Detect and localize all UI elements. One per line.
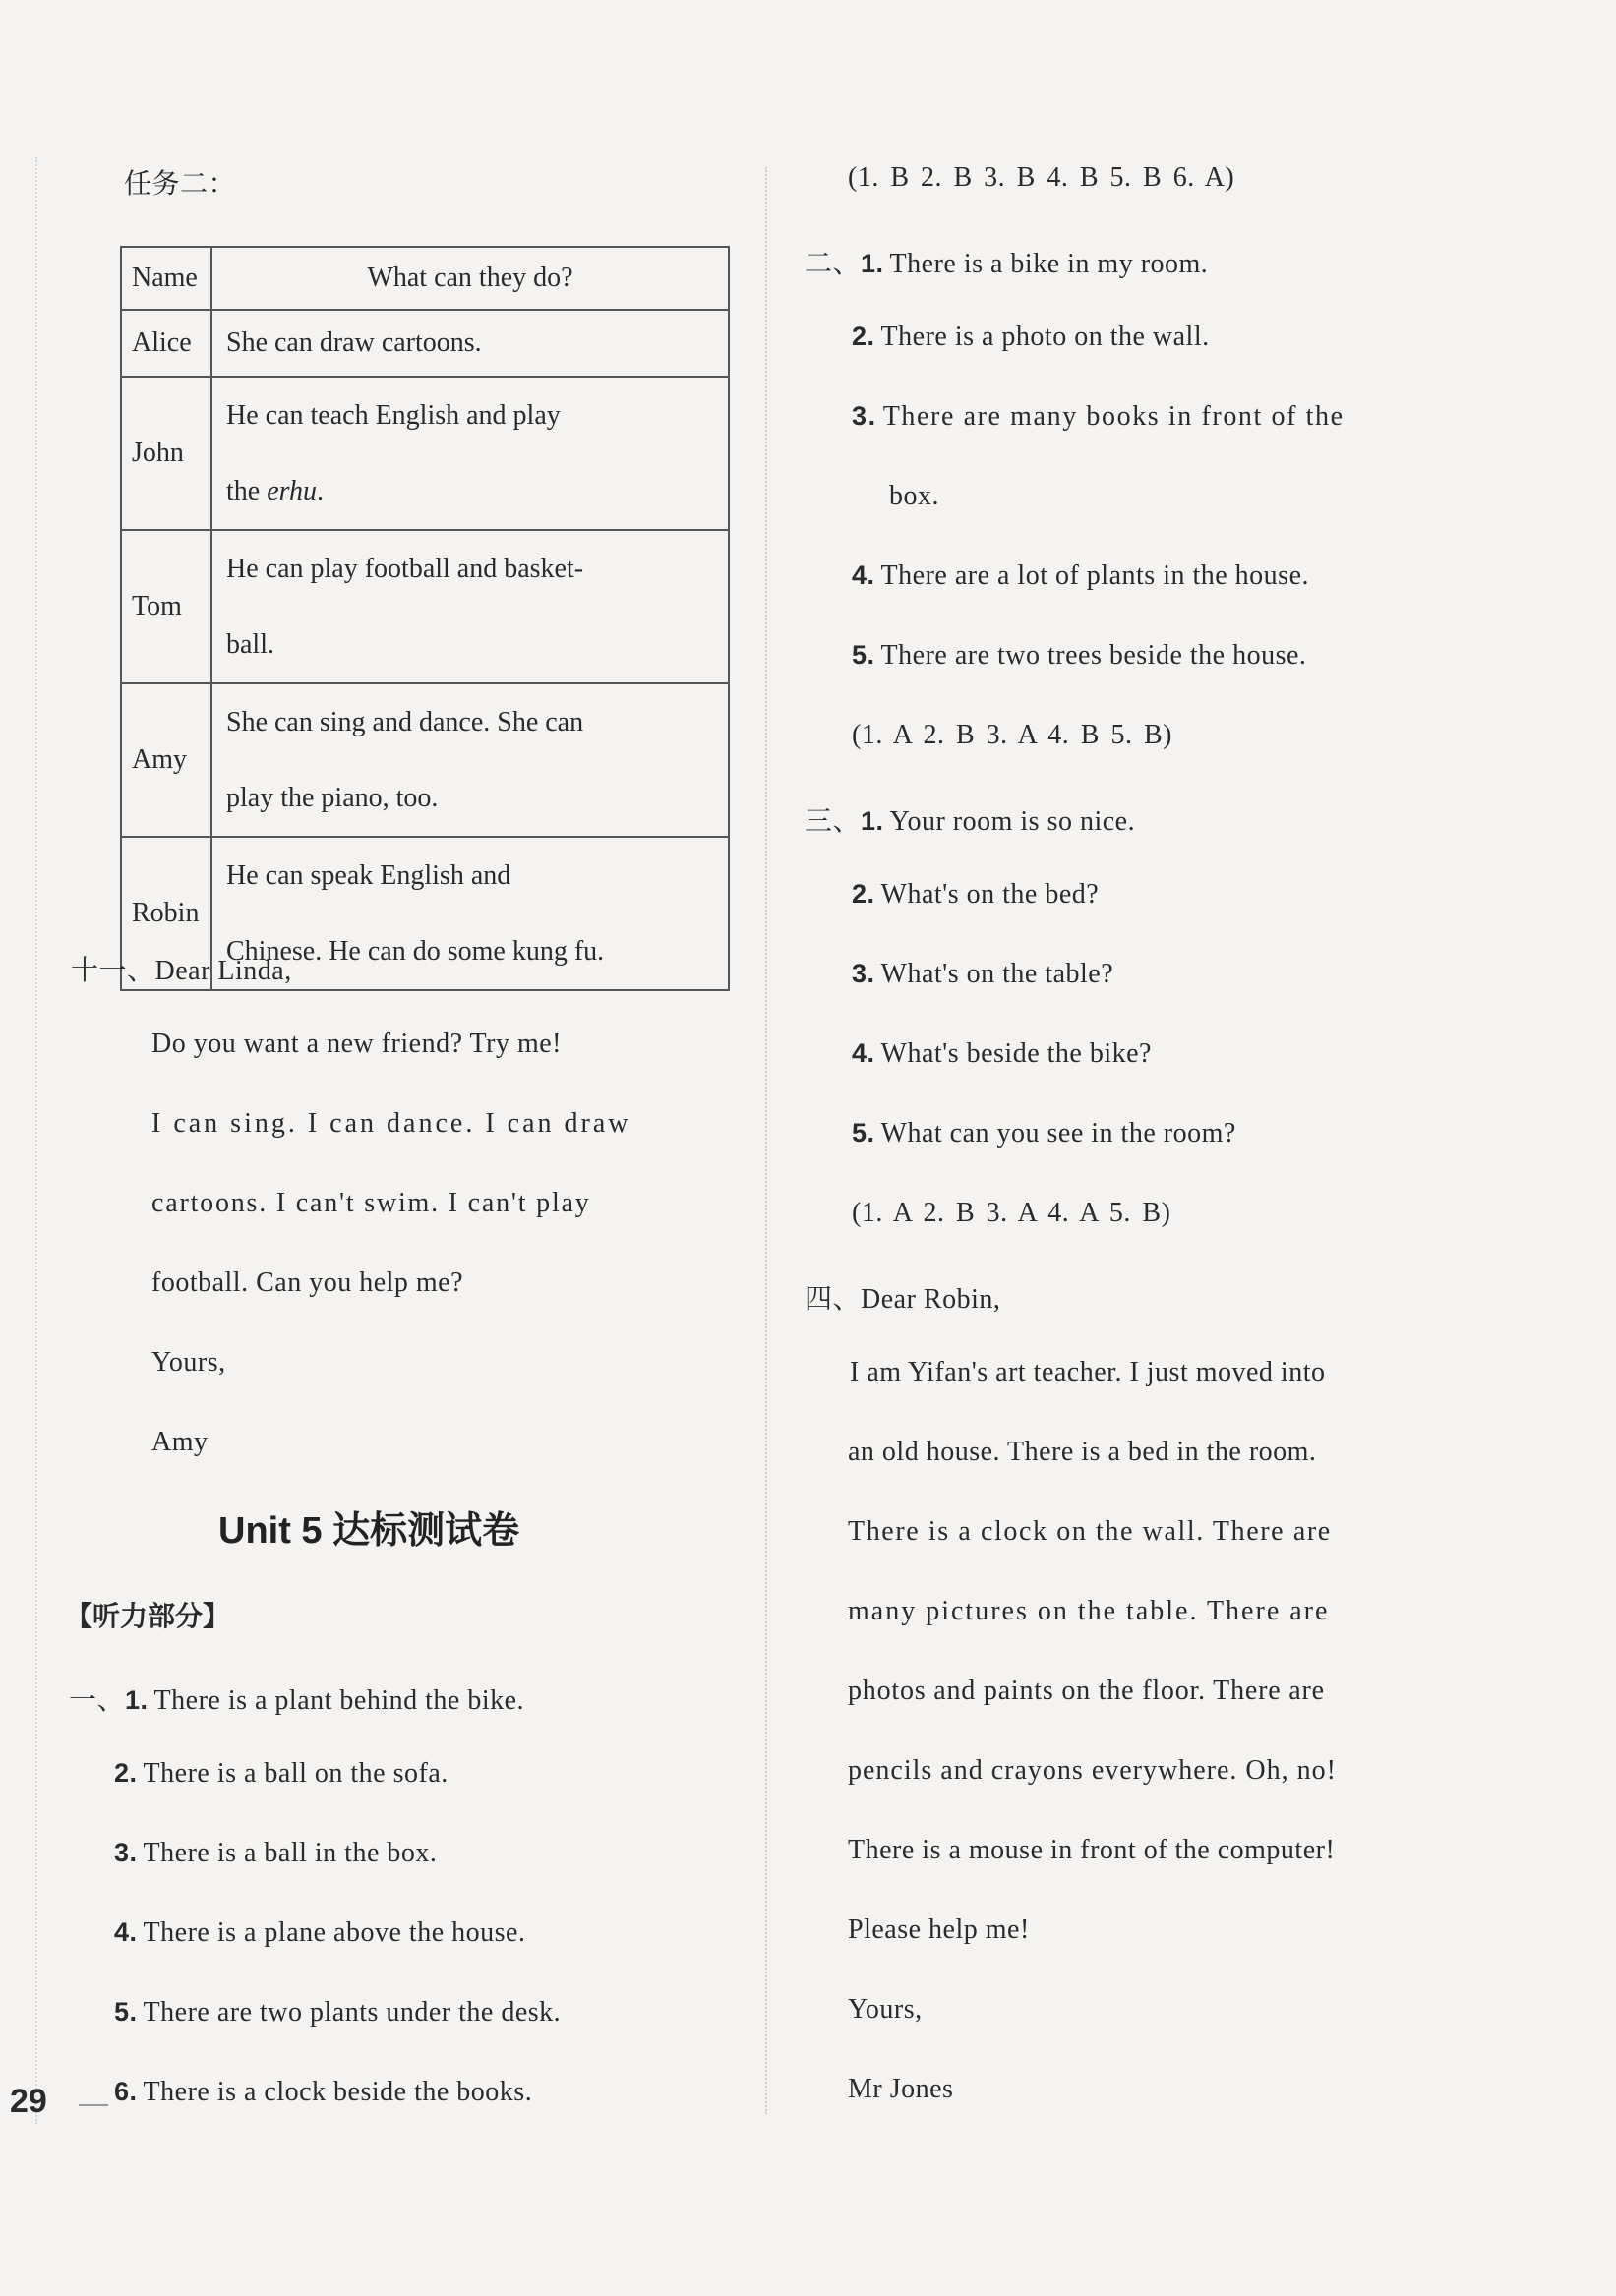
item-text: There is a photo on the wall. [880, 322, 1210, 352]
letter-line: cartoons. I can't swim. I can't play [151, 1188, 591, 1218]
item-number: 2. [852, 879, 875, 909]
answer-key: (1. A 2. B 3. A 4. B 5. B) [852, 720, 1172, 750]
item-text: There is a ball in the box. [143, 1838, 438, 1868]
item-number: 1. [125, 1685, 149, 1715]
item-text: What's on the bed? [880, 879, 1100, 910]
table-header-ability: What can they do? [211, 247, 729, 310]
table-cell-text: . [317, 476, 325, 506]
list-item [852, 640, 1306, 672]
letter-line: football. Can you help me? [151, 1267, 464, 1298]
table-row [121, 530, 729, 683]
italic-word: erhu [267, 476, 318, 506]
item-number: 3. [852, 959, 875, 988]
table-row [121, 377, 729, 530]
list-item [114, 2077, 532, 2108]
section-marker: 三、 [805, 804, 862, 837]
unit-title: Unit 5 达标测试卷 [218, 1510, 520, 1552]
item-text: There are two plants under the desk. [143, 1997, 562, 2028]
table-cell-line [226, 453, 714, 529]
letter-line: pencils and crayons everywhere. Oh, no! [848, 1755, 1337, 1786]
item-number: 3. [852, 401, 877, 431]
table-cell-ability [211, 683, 729, 837]
ability-table [120, 246, 730, 991]
list-item [69, 1678, 524, 1718]
item-text: There are many books in front of the [882, 401, 1345, 432]
table-cell-text: He can teach English and play [226, 400, 561, 431]
task-label: 任务二： [124, 167, 237, 200]
table-cell-line [226, 378, 714, 453]
letter-line: an old house. There is a bed in the room. [848, 1437, 1317, 1467]
table-cell-line: Chinese. He can do some kung fu. [226, 936, 605, 967]
item-number: 1. [861, 806, 884, 836]
list-item-continuation: box. [889, 481, 939, 511]
page-number: 29 [10, 2083, 47, 2120]
table-row [121, 310, 729, 377]
page-number-rule [79, 2104, 108, 2106]
item-number: 5. [852, 1118, 875, 1148]
letter-greeting-text: Dear Linda, [154, 956, 292, 986]
table-cell-text: the [226, 476, 268, 506]
item-text: There is a plant behind the bike. [153, 1685, 525, 1716]
table-row [121, 683, 729, 837]
letter-line: I am Yifan's art teacher. I just moved into [850, 1357, 1326, 1387]
column-divider [765, 167, 767, 2114]
letter-line: Mr Jones [848, 2074, 954, 2104]
item-text: There is a plane above the house. [143, 1917, 526, 1948]
list-item [852, 1118, 1236, 1149]
letter-line: Yours, [848, 1994, 923, 2025]
left-margin-rule [35, 157, 37, 2124]
list-item [852, 560, 1309, 592]
table-cell-ability [211, 530, 729, 683]
letter-line: I can sing. I can dance. I can draw [151, 1108, 631, 1139]
table-cell-ability [211, 377, 729, 530]
item-number: 6. [114, 2077, 138, 2106]
table-cell-ability: She can draw cartoons. [211, 310, 729, 377]
list-item [114, 1997, 561, 2029]
item-number: 3. [114, 1838, 138, 1867]
letter-line: There is a mouse in front of the computer! [848, 1835, 1336, 1865]
item-number: 2. [852, 322, 875, 351]
item-text: Your room is so nice. [889, 806, 1136, 837]
item-text: What's on the table? [880, 959, 1114, 989]
item-number: 4. [852, 560, 875, 590]
table-header-name: Name [121, 247, 211, 310]
item-number: 5. [852, 640, 875, 670]
answer-key: (1. B 2. B 3. B 4. B 5. B 6. A) [848, 162, 1235, 193]
table-cell-name: Robin [121, 837, 211, 990]
section-marker: 四、 [805, 1282, 862, 1315]
item-text: There is a clock beside the books. [143, 2077, 533, 2107]
letter-line: Amy [151, 1427, 209, 1457]
letter-linda-greeting [71, 949, 292, 988]
letter-line: Please help me! [848, 1914, 1030, 1945]
letter-line: Yours, [151, 1347, 226, 1378]
item-text: There is a bike in my room. [889, 249, 1209, 279]
list-item [852, 1038, 1152, 1070]
table-cell-line: ball. [226, 629, 274, 660]
item-number: 4. [114, 1917, 138, 1947]
letter-line: many pictures on the table. There are [848, 1596, 1330, 1626]
section-marker: 十一、 [71, 954, 155, 986]
list-item [852, 959, 1113, 990]
item-text: What's beside the bike? [880, 1038, 1152, 1069]
item-number: 1. [861, 249, 884, 278]
list-item [114, 1838, 437, 1869]
item-text: There are a lot of plants in the house. [880, 560, 1309, 591]
table-cell-name: John [121, 377, 211, 530]
table-cell-name: Alice [121, 310, 211, 377]
table-cell-name: Amy [121, 683, 211, 837]
list-item [114, 1758, 449, 1790]
list-item [852, 879, 1099, 911]
table-cell-line: He can play football and basket- [226, 554, 584, 584]
item-number: 5. [114, 1997, 138, 2027]
list-item [805, 799, 1135, 839]
list-item [805, 242, 1208, 281]
item-number: 2. [114, 1758, 138, 1788]
listening-section-title: 【听力部分】 [65, 1600, 231, 1632]
list-item [852, 401, 1345, 433]
table-header-row [121, 247, 729, 310]
table-cell-line: She can sing and dance. She can [226, 707, 584, 737]
letter-line: Do you want a new friend? Try me! [151, 1029, 562, 1059]
letter-line: There is a clock on the wall. There are [848, 1516, 1332, 1547]
letter-greeting-text: Dear Robin, [861, 1284, 1001, 1315]
item-text: What can you see in the room? [880, 1118, 1236, 1148]
section-marker: 一、 [69, 1683, 126, 1716]
item-text: There is a ball on the sofa. [143, 1758, 449, 1789]
table-cell-name: Tom [121, 530, 211, 683]
letter-robin-greeting [805, 1277, 1000, 1317]
item-text: There are two trees beside the house. [880, 640, 1307, 671]
table-cell-line: play the piano, too. [226, 783, 439, 813]
table-cell-line: He can speak English and [226, 860, 511, 891]
answer-key: (1. A 2. B 3. A 4. A 5. B) [852, 1198, 1171, 1228]
item-number: 4. [852, 1038, 875, 1068]
letter-line: photos and paints on the floor. There are [848, 1676, 1325, 1706]
section-marker: 二、 [805, 247, 862, 279]
list-item [852, 322, 1210, 353]
list-item [114, 1917, 525, 1949]
